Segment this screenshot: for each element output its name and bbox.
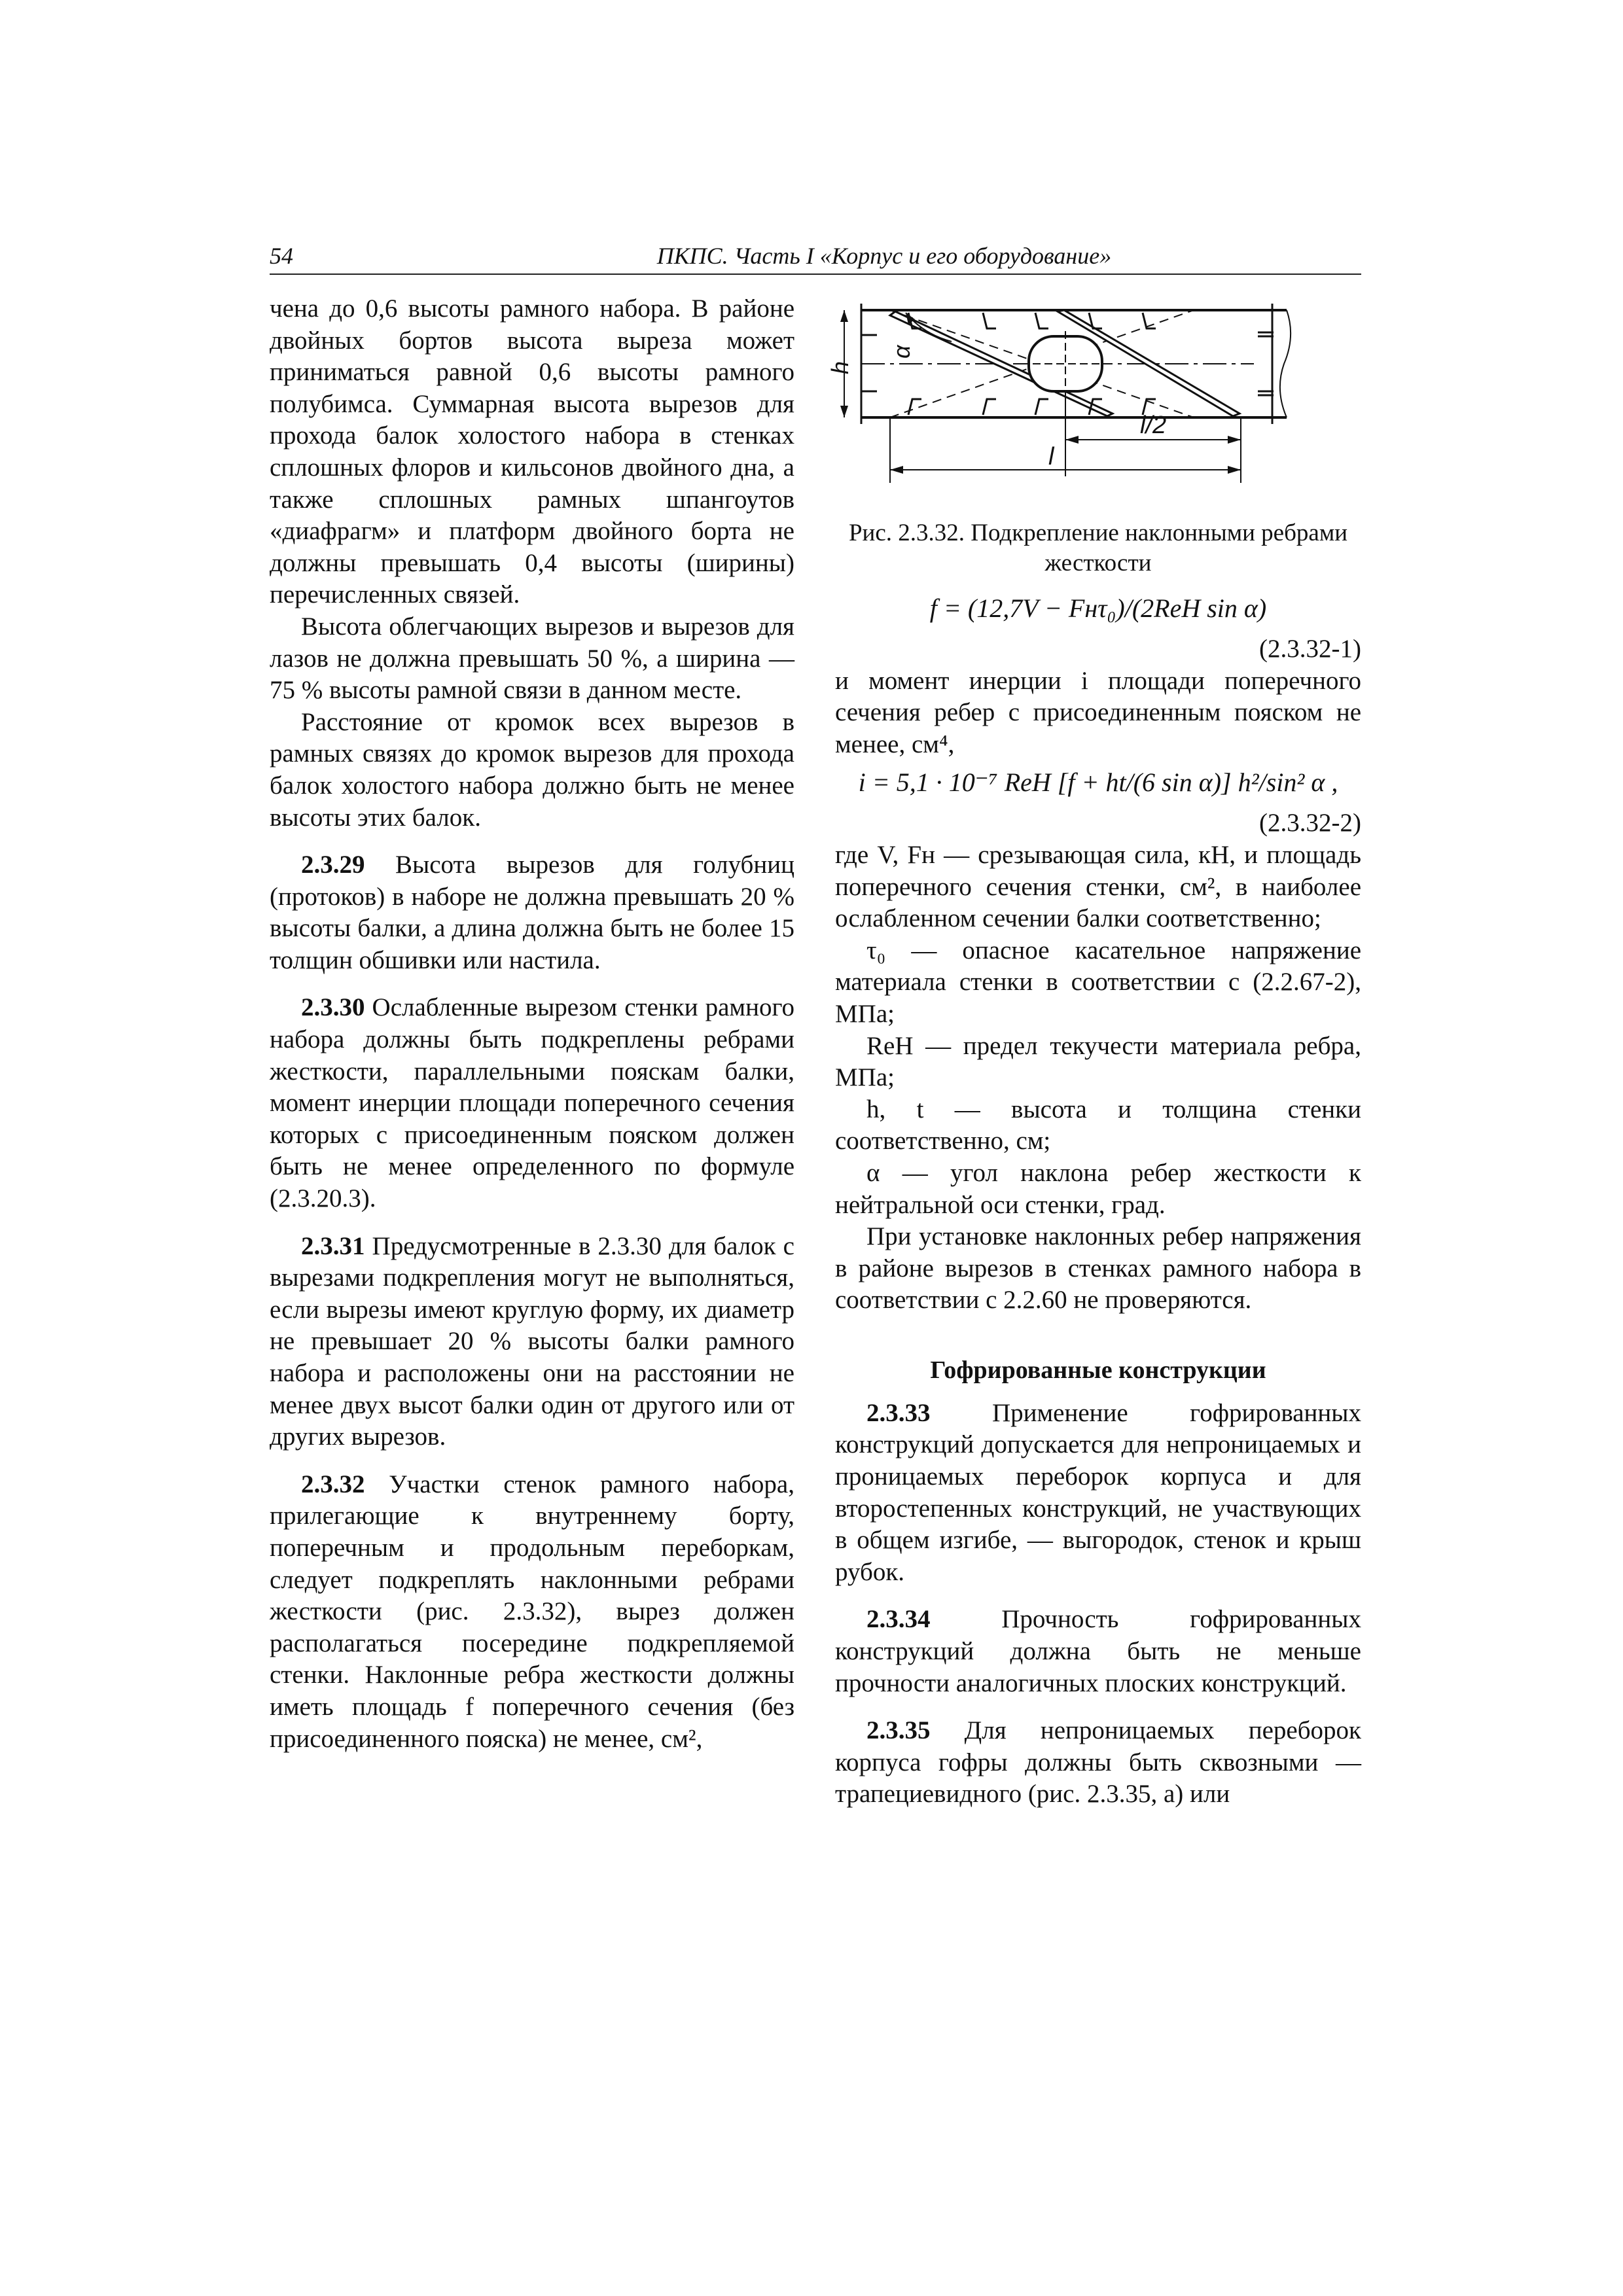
clause-number: 2.3.32 <box>301 1470 365 1498</box>
clause-number: 2.3.35 <box>866 1716 931 1745</box>
clause-2-3-31 <box>270 1231 794 1453</box>
clause-2-3-29 <box>270 849 794 976</box>
clause-number: 2.3.34 <box>866 1605 931 1634</box>
definition-v-fn: где V, Fн — срезывающая сила, кН, и площадь поперечного сечения стенки, см², в наиболее ослабленном сечении балки соответственно; <box>835 840 1361 933</box>
clause-2-3-30 <box>270 992 794 1214</box>
running-title-text: ПКПС. Часть I «Корпус и его оборудование» <box>656 243 1112 269</box>
left-column <box>270 293 794 1755</box>
clause-2-3-35 <box>835 1715 1361 1810</box>
clause-text: Предусмотренные в 2.3.30 для балок с вырезами подкрепления могут не выполняться, если вырезы имеют круглую форму, их диаметр не превышает 20 % высоты балки рамного набора и расположены они на расстоянии не менее двух высот балки один от другого или от других вырезов. <box>270 1231 794 1451</box>
formula-2-3-32-1 <box>835 586 1361 633</box>
paragraph-continuation: чена до 0,6 высоты рамного набора. В районе двойных бортов высота выреза может приниматься равной 0,6 высоты рамного полубимса. Суммарная высота вырезов для прохода балок холостого набора в стенках сплошных флоров и кильсонов двойного дна, а также сплошных рамных шпангоутов «диафрагм» и платформ двойного борта не должны превышать 0,4 высоты (ширины) перечисленных связей. <box>270 294 794 609</box>
clause-number: 2.3.31 <box>301 1231 365 1260</box>
clause-text: Участки стенок рамного набора, прилегающие к внутреннему борту, поперечным и продольным переборкам, следует подкреплять наклонными ребрами жесткости (рис. 2.3.32), вырез должен располагаться посередине подкрепляемой стенки. Наклонные ребра жесткости должны иметь площадь f поперечного сечения (без присоединенного пояска) не менее, см², <box>270 1470 794 1753</box>
clause-2-3-34 <box>835 1604 1361 1699</box>
clause-text: Для непроницаемых переборок корпуса гофры должны быть сквозными — трапециевидного (рис. 2.3.35, а) или <box>835 1716 1361 1809</box>
figure-2-3-32 <box>827 293 1361 578</box>
paragraph-cutout-limits: Высота облегчающих вырезов и вырезов для лазов не должна превышать 50 %, а ширина — 75 % высоты рамной связи в данном месте. <box>270 612 794 705</box>
clause-text: Прочность гофрированных конструкций должна быть не меньше прочности аналогичных плоских конструкций. <box>835 1605 1361 1697</box>
label-alpha: α <box>888 345 915 359</box>
clause-text: Ослабленные вырезом стенки рамного набора должны быть подкреплены ребрами жесткости, параллельными пояскам балки, момент инерции площади поперечного сечения которых с присоединенным пояском должен быть не менее определенного по формуле (2.3.20.3). <box>270 993 794 1213</box>
clause-text: Применение гофрированных конструкций допускается для непроницаемых и проницаемых переборок корпуса и для второстепенных конструкций, не участвующих в общем изгибе, — выгородок, стенок и крыш рубок. <box>835 1398 1361 1586</box>
clause-2-3-33 <box>835 1398 1361 1589</box>
running-header <box>270 237 1361 275</box>
page-number: 54 <box>270 243 293 269</box>
label-l-half: l/2 <box>1140 412 1167 439</box>
formula-expression: f = (12,7V − Fнτ₀)/(2ReH sin α) <box>929 593 1267 623</box>
right-column <box>827 293 1361 1810</box>
clause-number: 2.3.33 <box>866 1398 931 1427</box>
section-heading: Гофрированные конструкции <box>930 1356 1266 1384</box>
stiffener-drawing <box>827 293 1361 509</box>
formula-number: (2.3.32-2) <box>1259 809 1361 838</box>
paragraph-cutout-distance: Расстояние от кромок всех вырезов в рамных связях до кромок вырезов для прохода балок холостого набора должно быть не менее высоты этих балок. <box>270 707 794 832</box>
paragraph-no-check: При установке наклонных ребер напряжения в районе вырезов в стенках рамного набора в соответствии с 2.2.60 не проверяются. <box>835 1222 1361 1315</box>
definition-h-t: h, t — высота и толщина стенки соответственно, см; <box>835 1095 1361 1156</box>
label-l: l <box>1048 443 1054 470</box>
definition-tau: τ₀ — опасное касательное напряжение материала стенки в соответствии с (2.2.67-2), МПа; <box>835 936 1361 1028</box>
figure-caption: Рис. 2.3.32. Подкрепление наклонными ребрами жесткости <box>848 520 1348 576</box>
definition-alpha: α — угол наклона ребер жесткости к нейтральной оси стенки, град. <box>835 1158 1361 1219</box>
clause-2-3-32 <box>270 1469 794 1755</box>
definition-reh: ReH — предел текучести материала ребра, МПа; <box>835 1031 1361 1092</box>
running-title <box>270 242 1361 270</box>
paragraph-inertia: и момент инерции i площади поперечного сечения ребер с присоединенным пояском не менее, см⁴, <box>835 666 1361 758</box>
clause-number: 2.3.30 <box>301 993 365 1022</box>
formula-expression: i = 5,1 · 10⁻⁷ ReH [f + ht/(6 sin α)] h²/sin² α , <box>858 768 1338 798</box>
formula-2-3-32-2 <box>835 760 1361 807</box>
clause-number: 2.3.29 <box>301 851 365 879</box>
label-h: h <box>827 361 853 374</box>
formula-number: (2.3.32-1) <box>1259 635 1361 663</box>
clause-text: Высота вырезов для голубниц (протоков) в наборе не должна превышать 20 % высоты балки, а длина должна быть не более 15 толщин обшивки или настила. <box>270 851 794 974</box>
